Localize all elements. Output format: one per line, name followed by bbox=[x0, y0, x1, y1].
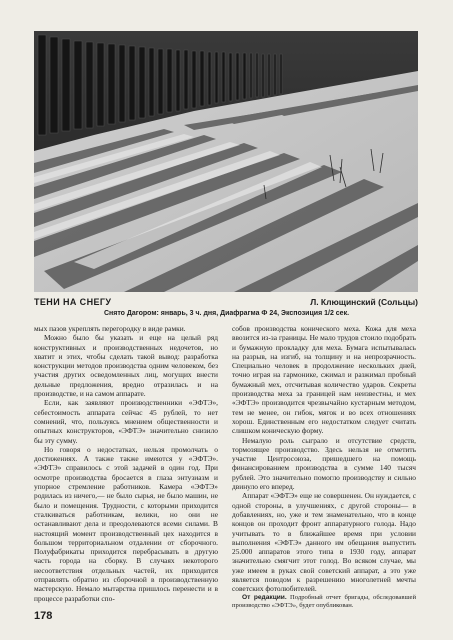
paragraph: Можно было бы указать и еще на целый ряд конструктивных и производственных недочетов, но хватит и этих, чтобы сделать такой вывод: разработка конструкции методов производства одним человеком, без участия других осведомленных лиц, могущих внести дельные предложения, вредно отразилась и на производстве, и на самом аппарате. bbox=[34, 333, 218, 399]
paragraph: Если, как заявляют производственники «ЭФТЭ», себестоимость аппарата сейчас 45 рублей, то нет сомнений, что, пользуясь мнением общественности и опытных конструкторов, «ЭФТЭ» значительно снизило бы эту сумму. bbox=[34, 398, 218, 445]
article-column-left bbox=[34, 324, 218, 603]
photo-author: Л. Клющинский (Сольцы) bbox=[310, 297, 418, 307]
editorial-note bbox=[232, 594, 416, 610]
paragraph: собов производства конического меха. Кожа для меха ввозится из-за границы. Не мало трудов стоило подобрать и бумажную прокладку для меха. Бумага испытывалась на разрыв, на изгиб, на толщину и на непрозрачность. Специально человек в продолжение нескольких дней, точно играя на гармонике, сжимал и разжимал пробный бумажный мех, отсчитывая количество ударов. Секреты производства меха за границей нам неизвестны, и мех «ЭФТЭ» производится чрезвычайно кустарным методом, тем не менее, он гибок, мягок и во всех отношениях хорош. Единственным его недостатком следует считать слишком коническую форму. bbox=[232, 324, 416, 436]
photo-technical-data: Снято Дагором: январь, 3 ч. дня, Диафрагма Ф 24, Экспозиция 1/2 сек. bbox=[103, 310, 350, 317]
snow-shadows-photo bbox=[34, 31, 418, 292]
photo-caption bbox=[34, 297, 418, 311]
article-column-right bbox=[232, 324, 416, 610]
paragraph: Аппарат «ЭФТЭ» еще не совершенен. Он нуждается, с одной стороны, в улучшениях, с другой стороны— в добавлениях, но, уже и тем знаменательно, что в конце концов он проходит фронт аппаратурного голода. Надо учитывать то в ближайшее время при условии выполнения «ЭФТЭ» данного им обещания выпустить 25.000 аппаратов этого типа в 1930 году, аппарат значительно смягчит этот голод. Во всяком случае, мы уже имеем в руках свой советский аппарат, а это уже является поводом к разрешению многолетней мечты советских фотолюбителей. bbox=[232, 491, 416, 594]
paragraph: мых пазов укреплять перегородку в виде рамки. bbox=[34, 324, 186, 333]
editorial-label: От редакции. bbox=[242, 593, 287, 601]
photo-title: ТЕНИ НА СНЕГУ bbox=[34, 297, 112, 307]
page-number: 178 bbox=[34, 610, 53, 622]
editorial-text: Подробный отчет бригады, обследовавшей производство «ЭФТЭ», будет опубликован. bbox=[232, 593, 416, 609]
paragraph: Но говоря о недостатках, нельзя промолчать о достижениях. А также также имеются у «ЭФТЭ». «ЭФТЭ» справилось с этой задачей в один год. При осмотре производства бросается в глаза энтузиазм и упорное стремление работников. Камера «ЭФТЭ» родилась из ничего,— не было сырья, не было машин, не было и помещения. Трудности, с которыми приходится сталкиваться работникам, велики, но они не останавливают дела и преодолеваются всеми силами. В настоящий момент производственный цех находится в большом территориальном отдалении от сборочного. Полуфабрикаты приходится перебрасывать в другую часть города на сборку. В случаях некоторого несоответствия отдельных частей, их приходится отправлять обратно из сборочной в производственную мастерскую. Немало мытарства пришлось перенести и в процессе разработки спо- bbox=[34, 444, 218, 603]
paragraph: Немалую роль сыграло и отсутствие средств, тормозящее производство. Здесь нельзя не отметить участие Центросоюза, пришедшего на помощь финансированием производства в сумме 140 тысяч рублей. Это значительно помогло производству и сильно двинуло его вперед. bbox=[232, 435, 416, 492]
